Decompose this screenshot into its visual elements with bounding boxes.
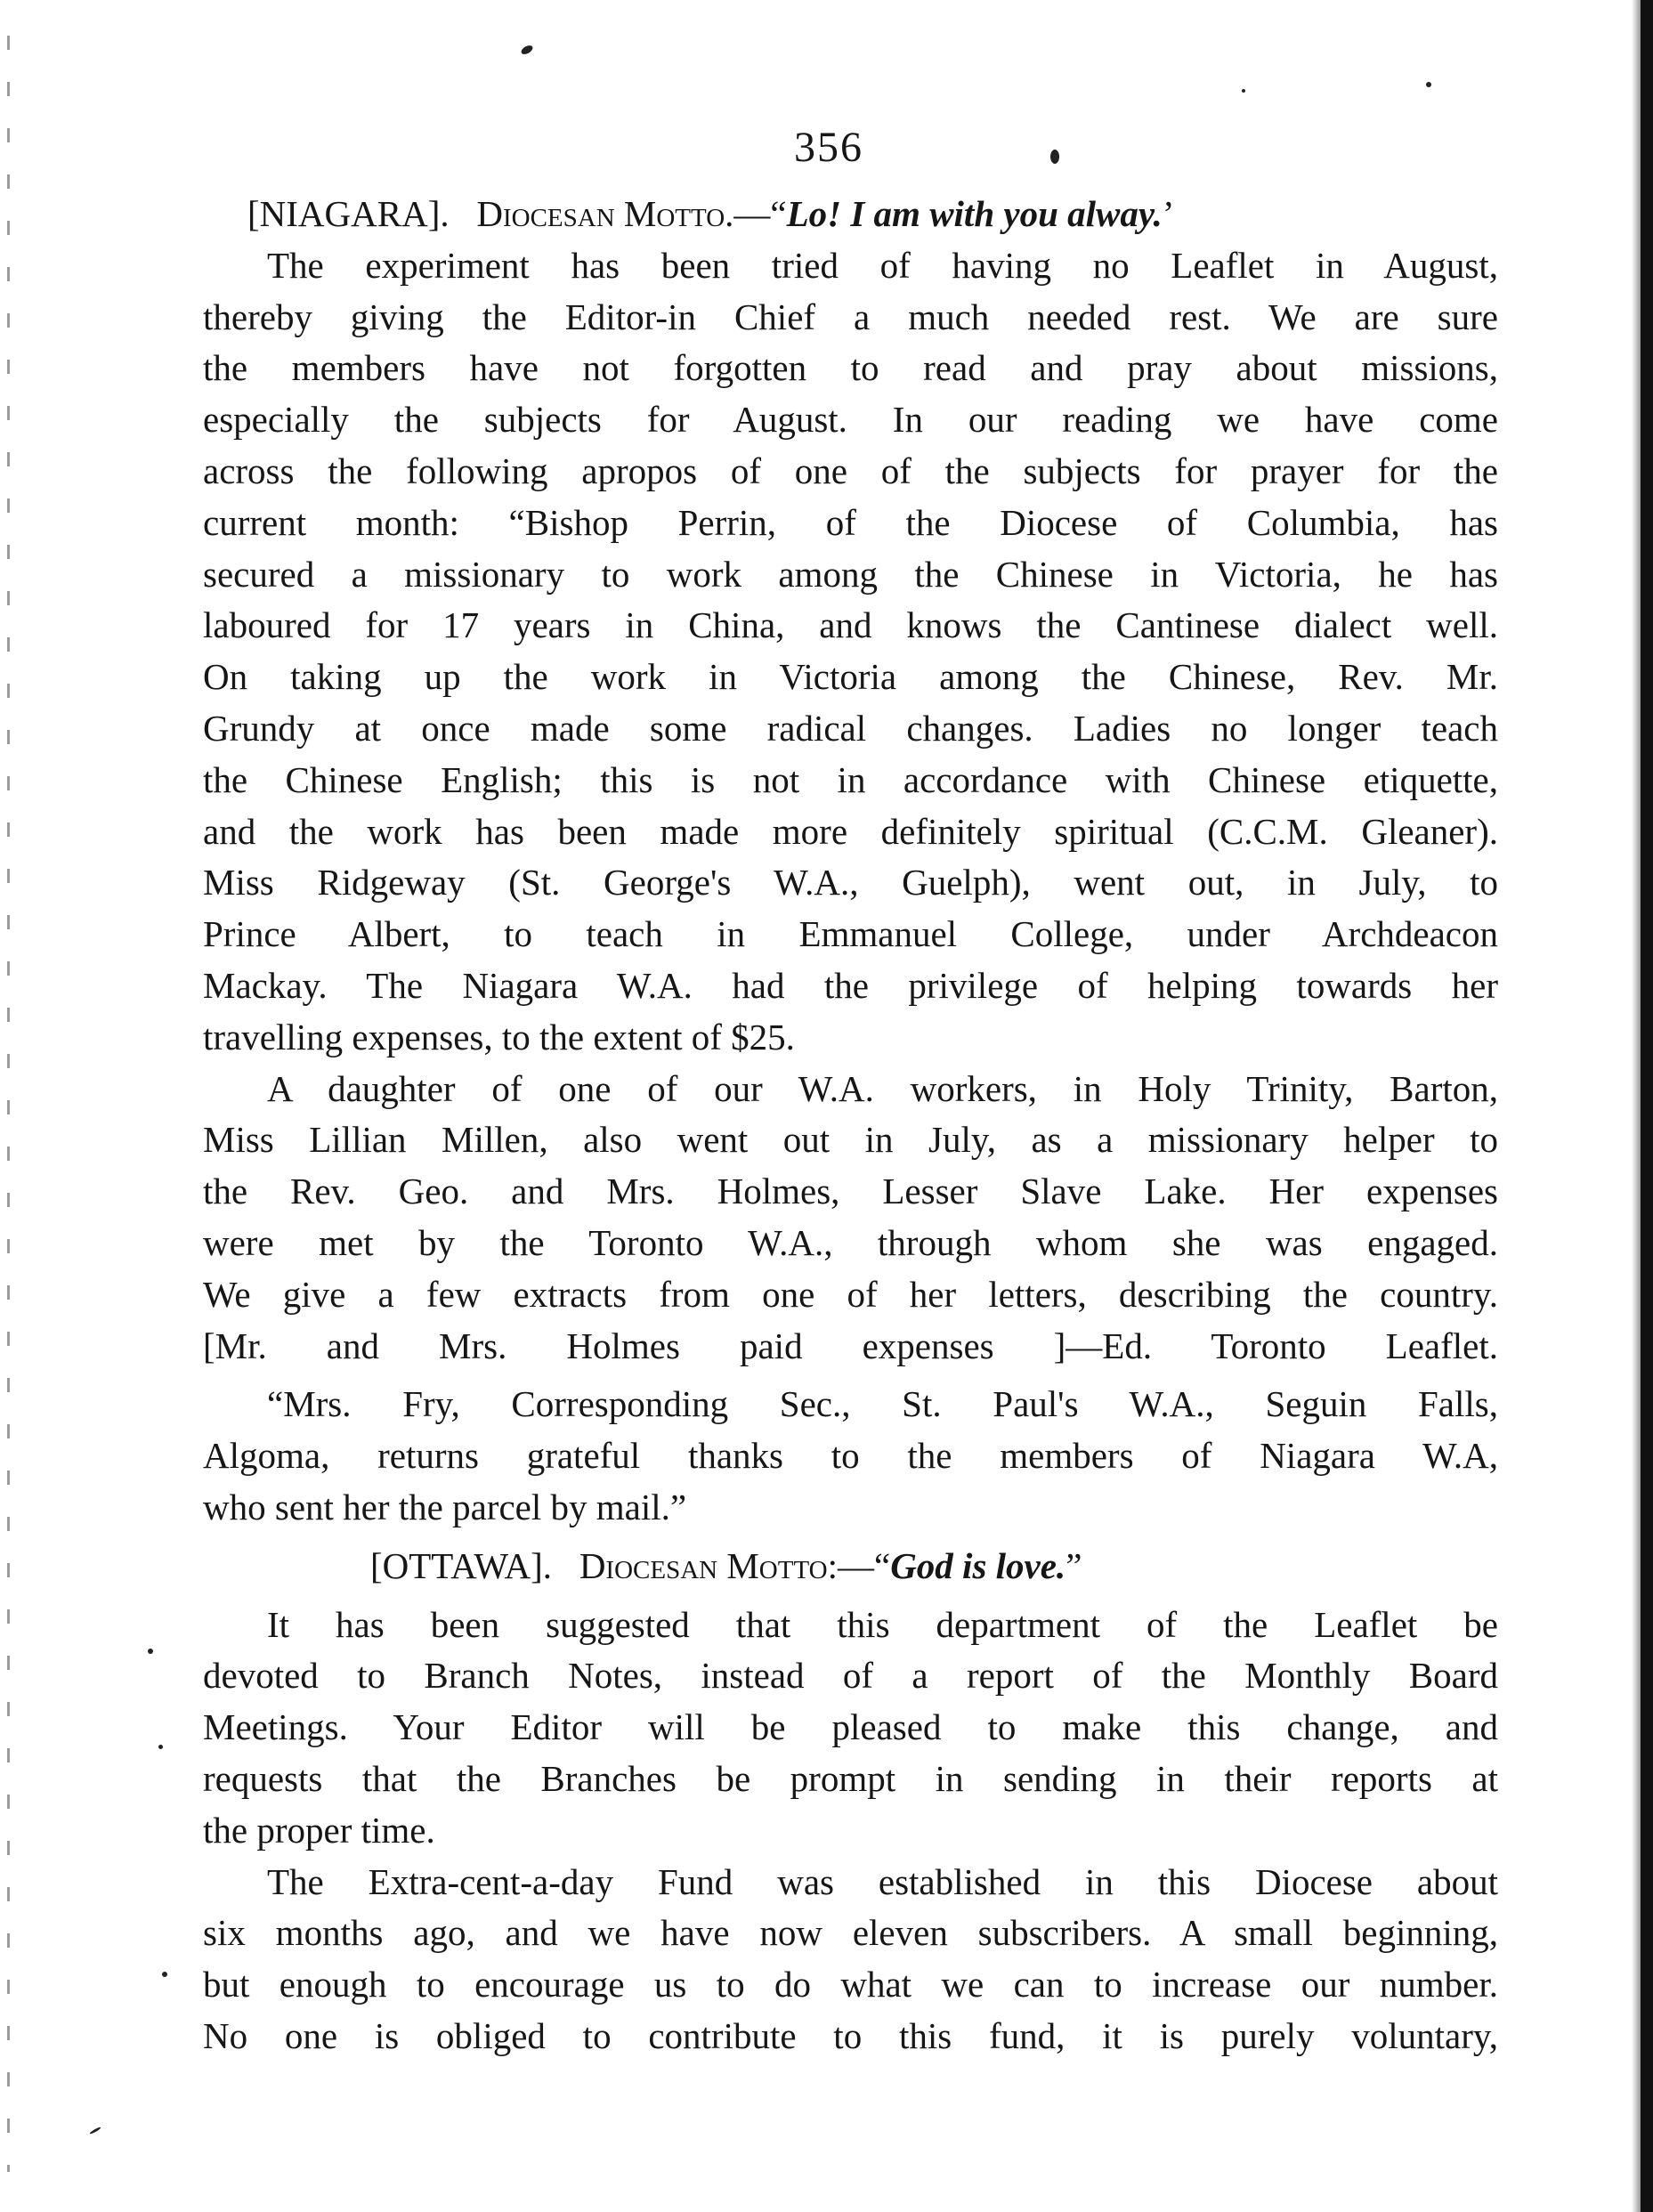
text-line: the proper time. [203, 1809, 435, 1851]
text-line: The experiment has been tried of having no Leaflet in August, [267, 244, 1498, 286]
text-line: Mackay. The Niagara W.A. had the privilege of helping towards her [203, 964, 1498, 1006]
niagara-paragraph-2 [203, 1064, 1498, 1373]
text-line: but enough to encourage us to do what we can to increase our number. [203, 1964, 1498, 2005]
text-line: Algoma, returns grateful thanks to the members of Niagara W.A, [203, 1435, 1498, 1477]
text-line: The Extra-cent-a-day Fund was established in this Diocese about [267, 1860, 1498, 1902]
text-line: were met by the Toronto W.A., through whom she was engaged. [203, 1221, 1498, 1263]
text-line: who sent her the parcel by mail.” [203, 1486, 687, 1527]
niagara-motto: Lo! I am with you alway. [786, 193, 1163, 234]
text-line: Meetings. Your Editor will be pleased to make this change, and [203, 1706, 1498, 1748]
text-line: current month: “Bishop Perrin, of the Diocese of Columbia, has [203, 501, 1498, 543]
niagara-region: [NIAGARA]. [247, 193, 450, 234]
ottawa-paragraph-2 [203, 1857, 1498, 2062]
niagara-motto-label: Diocesan Motto. [476, 193, 734, 234]
niagara-paragraph-3 [203, 1379, 1498, 1533]
text-line: It has been suggested that this department of the Leaflet be [267, 1603, 1498, 1645]
text-line: devoted to Branch Notes, instead of a report of the Monthly Board [203, 1655, 1498, 1697]
scan-speck [1426, 82, 1431, 87]
ottawa-motto-label: Diocesan Motto: [579, 1544, 838, 1586]
niagara-motto-open: —“ [733, 193, 787, 234]
text-line: A daughter of one of our W.A. workers, in Holy Trinity, Barton, [267, 1067, 1498, 1109]
scan-speck [158, 1745, 163, 1749]
scan-edge-right [1641, 0, 1653, 2212]
text-line: requests that the Branches be prompt in sending in their reports at [203, 1757, 1498, 1799]
text-line: and the work has been made more definitely spiritual (C.C.M. Gleaner). [203, 810, 1498, 852]
text-line: travelling expenses, to the extent of $25. [203, 1016, 795, 1057]
page-number: 356 [794, 124, 863, 171]
text-line: [Mr. and Mrs. Holmes paid expenses ]—Ed. Toronto Leaflet. [203, 1325, 1498, 1366]
scan-edge-left [7, 36, 10, 2172]
text-line: laboured for 17 years in China, and knows the Cantinese dialect well. [203, 604, 1498, 646]
text-line: the Chinese English; this is not in accordance with Chinese etiquette, [203, 758, 1498, 800]
ottawa-region: [OTTAWA]. [370, 1544, 553, 1586]
text-line: On taking up the work in Victoria among the Chinese, Rev. Mr. [203, 656, 1498, 698]
niagara-paragraph-1 [203, 240, 1498, 1064]
text-line: the Rev. Geo. and Mrs. Holmes, Lesser Slave Lake. Her expenses [203, 1171, 1498, 1212]
page-body [203, 189, 1498, 2062]
text-line: Miss Ridgeway (St. George's W.A., Guelph), went out, in July, to [203, 862, 1498, 903]
text-line: across the following apropos of one of the subjects for prayer for the [203, 450, 1498, 491]
text-line: Grundy at once made some radical changes. Ladies no longer teach [203, 707, 1498, 749]
text-line: six months ago, and we have now eleven subscribers. A small beginning, [203, 1912, 1498, 1954]
ottawa-motto-open: —“ [837, 1544, 891, 1586]
ottawa-heading [203, 1541, 1498, 1592]
scan-speck [89, 2127, 101, 2135]
scan-speck [520, 44, 534, 56]
text-line: Prince Albert, to teach in Emmanuel College, under Archdeacon [203, 913, 1498, 955]
text-line: Miss Lillian Millen, also went out in July, as a missionary helper to [203, 1119, 1498, 1161]
niagara-heading [203, 189, 1498, 240]
text-line: “Mrs. Fry, Corresponding Sec., St. Paul's W.A., Seguin Falls, [267, 1383, 1498, 1425]
text-line: We give a few extracts from one of her letters, describing the country. [203, 1273, 1498, 1315]
ottawa-motto: God is love. [890, 1544, 1066, 1586]
text-line: secured a missionary to work among the Chinese in Victoria, he has [203, 553, 1498, 595]
scan-speck [1050, 150, 1059, 164]
scan-speck [1242, 89, 1245, 93]
scan-speck [148, 1649, 153, 1654]
text-line: especially the subjects for August. In our reading we have come [203, 399, 1498, 441]
text-line: thereby giving the Editor-in Chief a much needed rest. We are sure [203, 296, 1498, 337]
scan-speck [162, 1972, 167, 1977]
niagara-motto-close: ’ [1162, 193, 1175, 234]
ottawa-motto-close: ” [1066, 1544, 1082, 1586]
scan-edge-shadow [1632, 0, 1641, 2212]
text-line: the members have not forgotten to read and pray about missions, [203, 347, 1498, 389]
text-line: No one is obliged to contribute to this fund, it is purely voluntary, [203, 2014, 1498, 2056]
ottawa-paragraph-1 [203, 1600, 1498, 1857]
